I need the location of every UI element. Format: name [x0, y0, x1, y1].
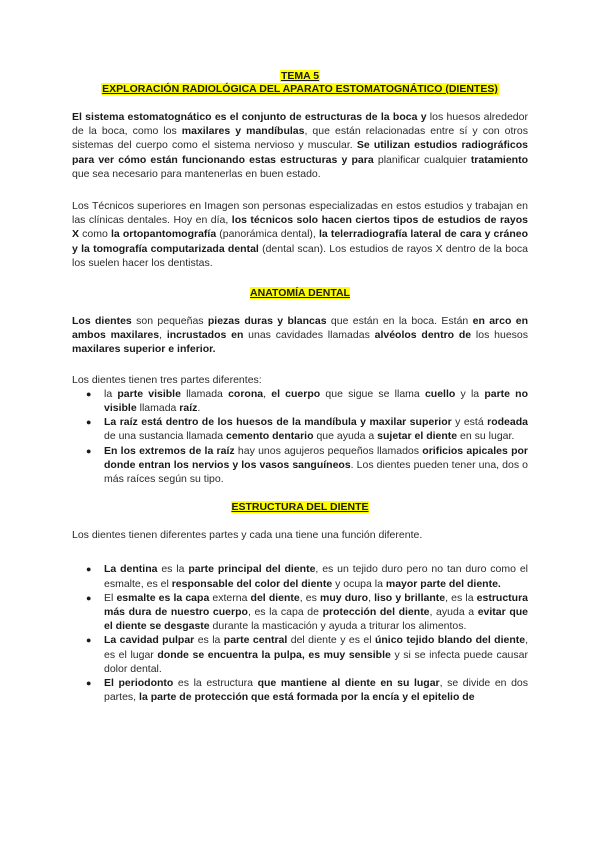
list-item: ● La dentina es la parte principal del diente, es un tejido duro pero no tan duro como el esmalte, es el responsable del color del diente y ocupa la mayor parte del diente.: [86, 563, 528, 590]
intro-paragraph-1: El sistema estomatognático es el conjunto de estructuras de la boca y los huesos alrededor de la boca, como los maxilares y mandíbulas, que están relacionadas entre sí y con otros sistemas del cuerpo como el sistema nervioso y muscular. Se utilizan estudios radiográficos para ver cómo están funcionando estas estructuras y para planificar cualquier tratamiento que sea necesario para mantenerlas en buen estado.: [72, 111, 528, 180]
section-heading-estructura: [72, 500, 528, 514]
estructura-lead: Los dientes tienen diferentes partes y cada una tiene una función diferente.: [72, 529, 423, 542]
list-item: ● El periodonto es la estructura que mantiene al diente en su lugar, se divide en dos partes, la parte de protección que está formada por la encía y el epitelio de: [86, 677, 529, 704]
tema-heading: [72, 70, 528, 83]
tema-label: TEMA 5: [280, 70, 320, 82]
bullet-icon: ●: [86, 592, 92, 603]
estructura-heading-text: ESTRUCTURA DEL DIENTE: [231, 501, 369, 514]
list-item: ● la parte visible llamada corona, el cuerpo que sigue se llama cuello y la parte no visible llamada raíz.: [86, 387, 529, 415]
list-item: ● La raíz está dentro de los huesos de la mandíbula y maxilar superior y está rodeada de una sustancia llamada cemento dentario que ayuda a sujetar el diente en su lugar.: [86, 416, 528, 443]
bullet-icon: ●: [86, 445, 92, 456]
section-heading-anatomia: [72, 286, 528, 300]
list-item: ● La cavidad pulpar es la parte central del diente y es el único tejido blando del diente, es el lugar donde se encuentra la pulpa, es muy sensible y si se infecta puede causar dolor dental.: [86, 634, 529, 675]
bullet-icon: ●: [86, 417, 92, 428]
bullet-icon: ●: [86, 678, 92, 689]
anatomia-heading-text: ANATOMÍA DENTAL: [250, 287, 350, 300]
estructura-bullet-list: [72, 562, 528, 704]
bullet-icon: ●: [86, 635, 92, 646]
bullet-icon: ●: [86, 564, 92, 575]
document-page: [72, 70, 528, 705]
intro-paragraph-2: Los Técnicos superiores en Imagen son personas especializadas en estos estudios y trabajan en las clínicas dentales. Hoy en día, los técnicos solo hacen ciertos tipos de estudios de rayos X como la ortopantomografía (panorámica dental), la telerradiografía lateral de cara y cráneo y la tomografía computarizada dental (dental scan). Los estudios de rayos X dentro de la boca los suelen hacer los dentistas.: [72, 200, 528, 269]
document-title-text: EXPLORACIÓN RADIOLÓGICA DEL APARATO ESTOMATOGNÁTICO (DIENTES): [102, 83, 498, 95]
list-item: ● El esmalte es la capa externa del diente, es muy duro, liso y brillante, es la estructura más dura de nuestro cuerpo, es la capa de protección del diente, ayuda a evitar que el diente se desgaste durante la masticación y ayuda a triturar los alimentos.: [86, 591, 529, 633]
list-item: ● En los extremos de la raíz hay unos agujeros pequeños llamados orificios apicales por donde entran los nervios y los vasos sanguíneos. Los dientes pueden tener una, dos o más raíces según su tipo.: [86, 444, 528, 486]
anatomia-lead: Los dientes tienen tres partes diferentes:: [72, 373, 262, 386]
bullet-icon: ●: [86, 388, 92, 399]
document-title: [72, 83, 528, 96]
anatomia-bullet-list: [72, 387, 528, 486]
anatomia-paragraph: Los dientes son pequeñas piezas duras y blancas que están en la boca. Están en arco en ambos maxilares, incrustados en unas cavidades llamadas alvéolos dentro de los huesos maxilares superior e inferior.: [72, 315, 529, 356]
